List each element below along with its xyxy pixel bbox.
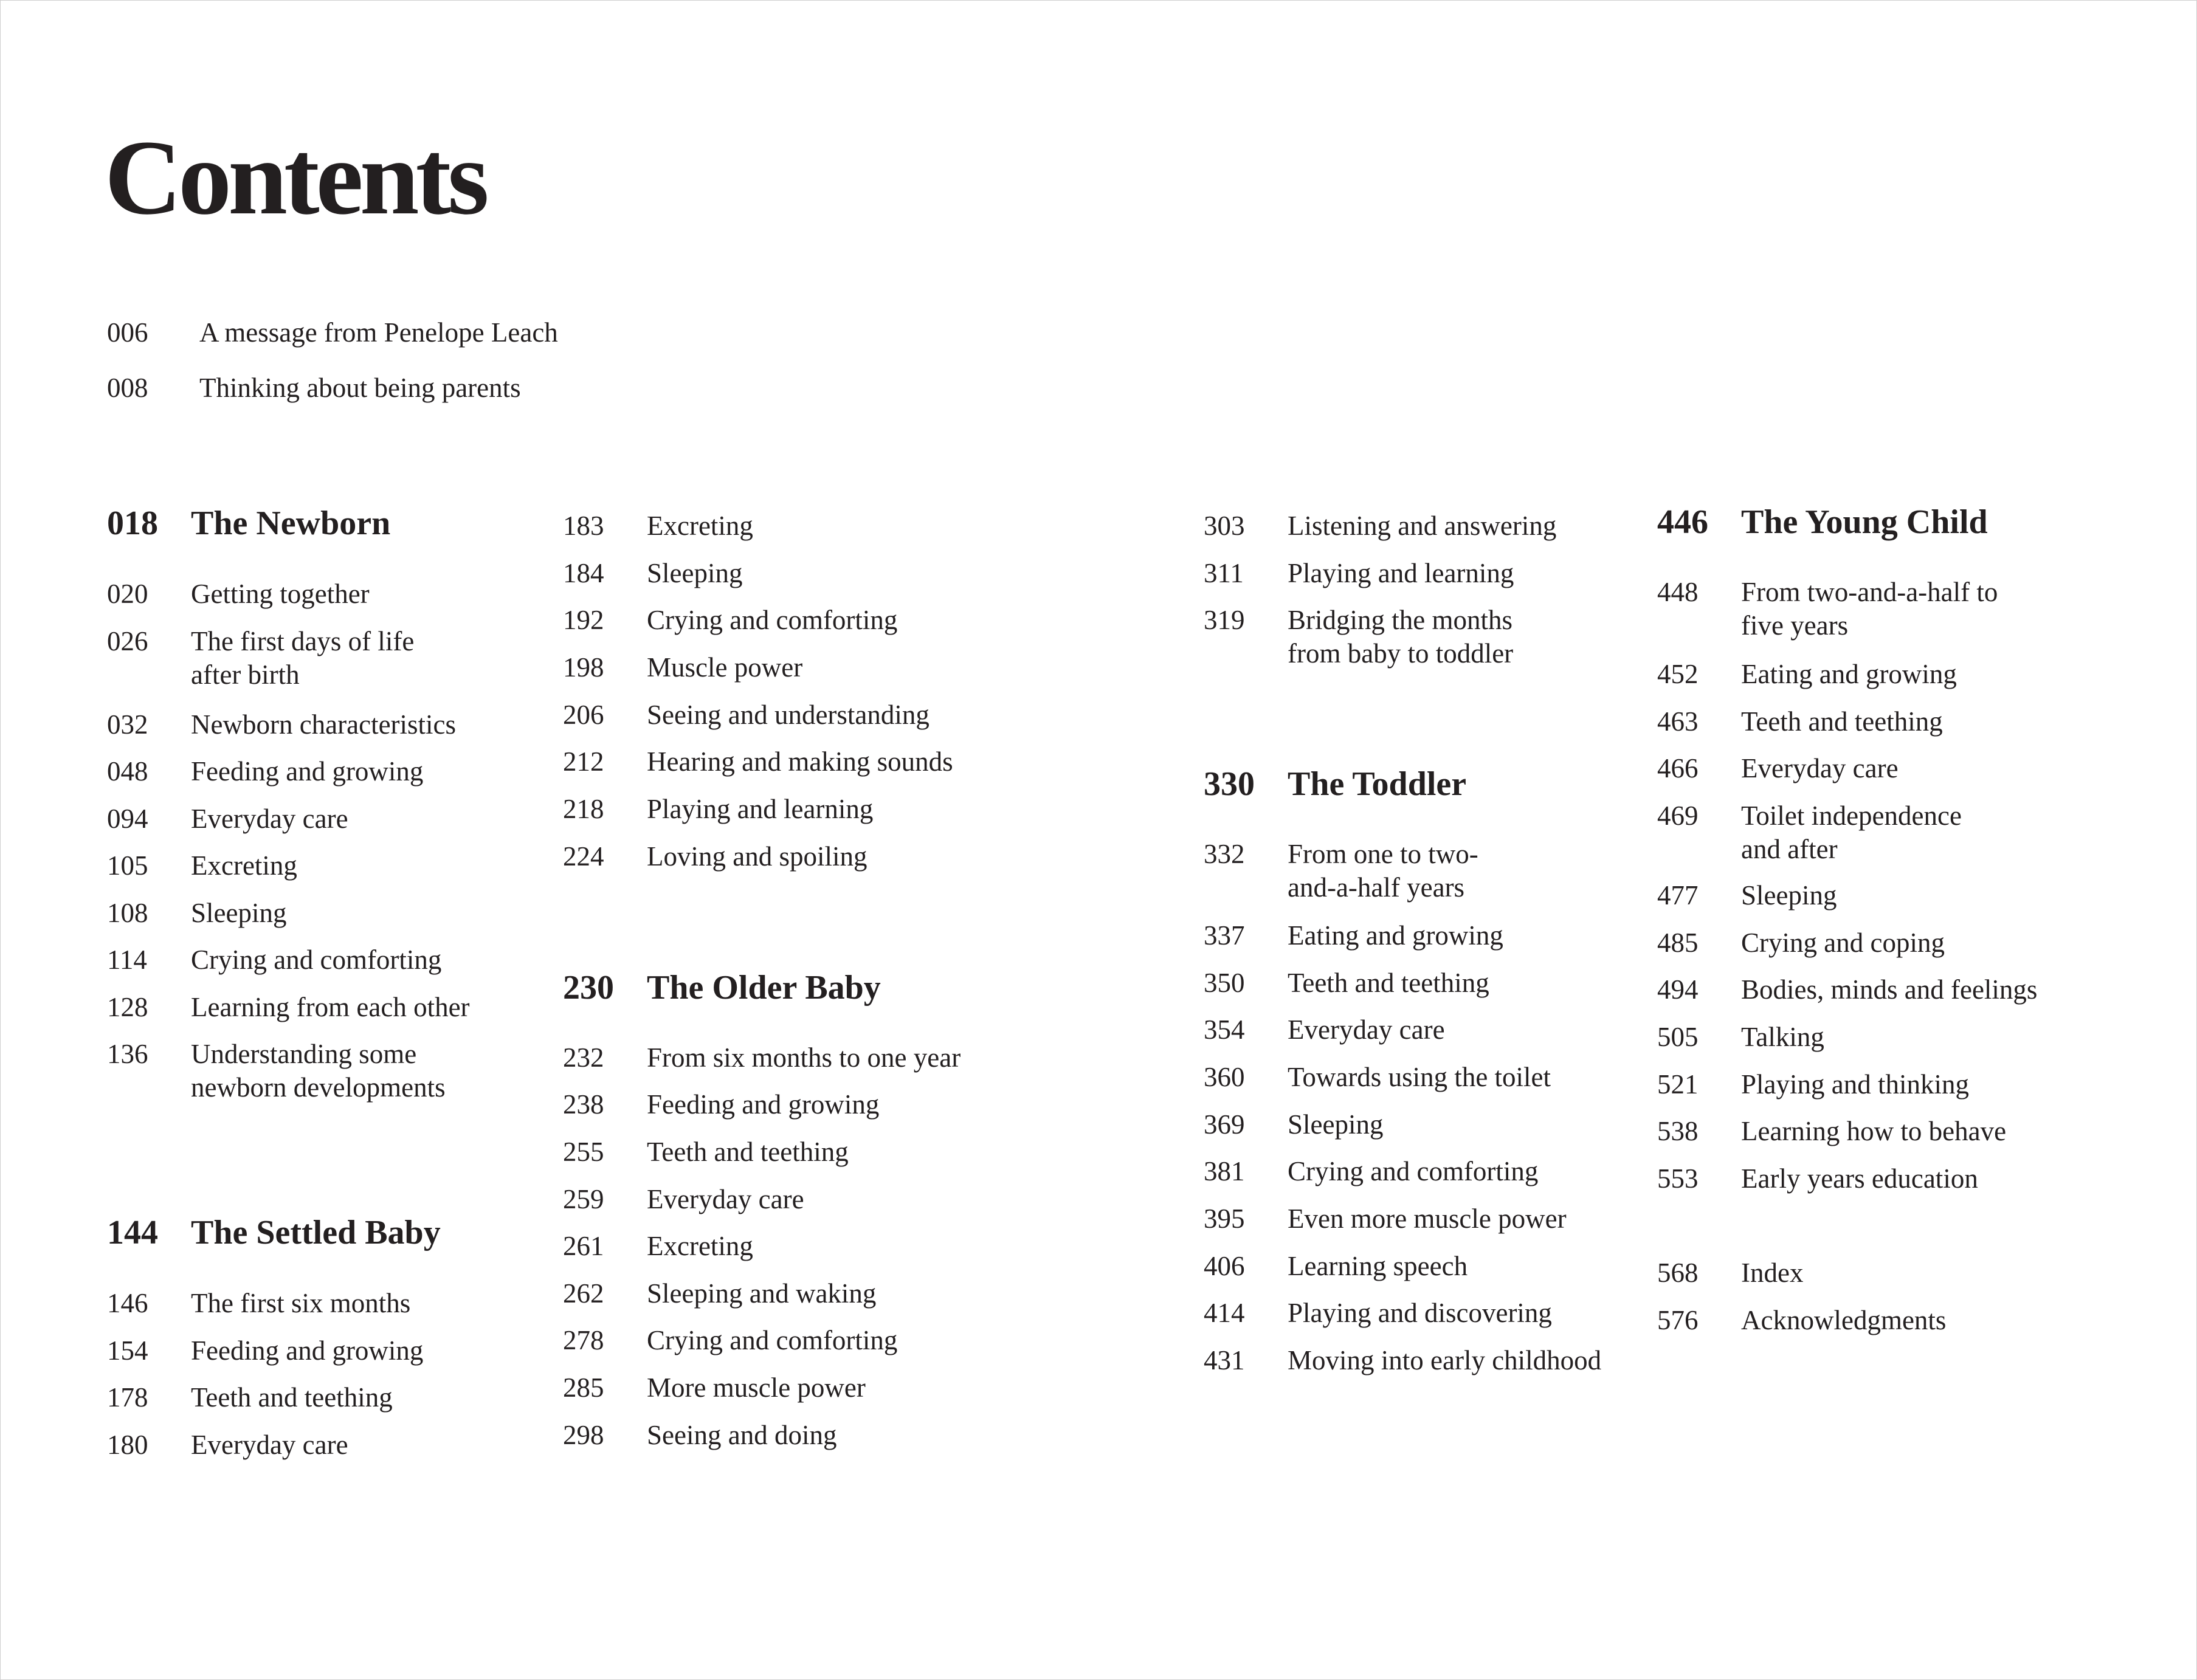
page-number: 008 (107, 373, 148, 403)
entry-title: Moving into early childhood (1288, 1345, 1602, 1375)
page-number: 006 (107, 317, 148, 348)
page-number: 463 (1657, 706, 1699, 737)
entry-title: Sleeping (1288, 1109, 1384, 1140)
page-number: 048 (107, 756, 148, 787)
entry-title: Everyday care (191, 804, 348, 834)
entry-title: Seeing and doing (647, 1420, 837, 1450)
entry-title: Crying and comforting (1288, 1156, 1539, 1186)
entry-title: Toilet independence (1741, 800, 1962, 831)
entry-title: Hearing and making sounds (647, 746, 953, 777)
page-number: 128 (107, 992, 148, 1022)
page-number: 255 (563, 1137, 604, 1167)
page-number: 332 (1204, 839, 1245, 869)
entry-title: The first six months (191, 1288, 411, 1318)
entry-title: Newborn characteristics (191, 709, 457, 740)
entry-title-continued: newborn developments (191, 1072, 446, 1103)
entry-title: Learning speech (1288, 1251, 1468, 1281)
entry-title: Thinking about being parents (199, 373, 521, 403)
page-number: 020 (107, 579, 148, 609)
page-number: 494 (1657, 974, 1699, 1005)
page-number: 505 (1657, 1022, 1699, 1052)
page-number: 232 (563, 1042, 604, 1073)
entry-title: Crying and comforting (191, 945, 442, 975)
page-title: Contents (105, 119, 486, 237)
page-number: 446 (1657, 503, 1708, 541)
page-number: 330 (1204, 765, 1255, 803)
entry-title: Teeth and teething (647, 1137, 849, 1167)
page-number: 485 (1657, 928, 1699, 958)
entry-title: Getting together (191, 579, 370, 609)
page-number: 144 (107, 1214, 158, 1251)
entry-title: Crying and comforting (647, 1325, 898, 1355)
page-number: 285 (563, 1372, 604, 1403)
entry-title: Early years education (1741, 1163, 1978, 1194)
page-number: 553 (1657, 1163, 1699, 1194)
page-number: 262 (563, 1278, 604, 1309)
page-number: 108 (107, 898, 148, 928)
page-number: 337 (1204, 920, 1245, 951)
entry-title: Eating and growing (1288, 920, 1503, 951)
entry-title: Excreting (647, 511, 753, 541)
entry-title: Seeing and understanding (647, 700, 930, 730)
page-number: 154 (107, 1335, 148, 1366)
entry-title: Everyday care (647, 1184, 804, 1214)
page-number: 452 (1657, 659, 1699, 689)
page-number: 431 (1204, 1345, 1245, 1375)
entry-title: Index (1741, 1258, 1804, 1288)
entry-title: Learning from each other (191, 992, 470, 1022)
page-number: 395 (1204, 1203, 1245, 1234)
page-number: 224 (563, 841, 604, 872)
page-number: 206 (563, 700, 604, 730)
page-number: 521 (1657, 1069, 1699, 1100)
page-number: 259 (563, 1184, 604, 1214)
page-number: 319 (1204, 605, 1245, 635)
entry-title: Sleeping (1741, 880, 1837, 911)
page-number: 114 (107, 945, 147, 975)
entry-title: From one to two- (1288, 839, 1478, 869)
page-number: 278 (563, 1325, 604, 1355)
entry-title: Muscle power (647, 652, 803, 683)
page-number: 538 (1657, 1116, 1699, 1146)
entry-title: Excreting (647, 1231, 753, 1261)
entry-title: Feeding and growing (647, 1089, 880, 1120)
page-number: 018 (107, 504, 158, 542)
entry-title-continued: and-a-half years (1288, 872, 1465, 903)
entry-title: Teeth and teething (1288, 968, 1489, 998)
entry-title: Excreting (191, 850, 297, 881)
section-title: The Older Baby (647, 969, 881, 1007)
page-number: 448 (1657, 577, 1699, 607)
entry-title: Talking (1741, 1022, 1824, 1052)
page-number: 414 (1204, 1298, 1245, 1328)
page-number: 230 (563, 969, 614, 1007)
entry-title: Bodies, minds and feelings (1741, 974, 2038, 1005)
page-number: 303 (1204, 511, 1245, 541)
entry-title: Loving and spoiling (647, 841, 867, 872)
entry-title-continued: and after (1741, 834, 1838, 864)
entry-title: Everyday care (191, 1430, 348, 1460)
page-number: 212 (563, 746, 604, 777)
page-number: 032 (107, 709, 148, 740)
entry-title: From six months to one year (647, 1042, 961, 1073)
page-number: 105 (107, 850, 148, 881)
entry-title: Sleeping (191, 898, 287, 928)
entry-title: Learning how to behave (1741, 1116, 2007, 1146)
entry-title: Everyday care (1288, 1014, 1445, 1045)
entry-title: Crying and coping (1741, 928, 1945, 958)
entry-title: Eating and growing (1741, 659, 1957, 689)
entry-title: Playing and thinking (1741, 1069, 1969, 1100)
page-number: 218 (563, 794, 604, 824)
page-number: 198 (563, 652, 604, 683)
entry-title: Towards using the toilet (1288, 1062, 1551, 1092)
entry-title: More muscle power (647, 1372, 866, 1403)
entry-title: From two-and-a-half to (1741, 577, 1998, 607)
page-number: 136 (107, 1039, 148, 1069)
page-number: 477 (1657, 880, 1699, 911)
page-number: 576 (1657, 1305, 1699, 1335)
page-number: 466 (1657, 753, 1699, 783)
page-number: 360 (1204, 1062, 1245, 1092)
entry-title: Teeth and teething (1741, 706, 1943, 737)
entry-title: Playing and discovering (1288, 1298, 1552, 1328)
page-number: 350 (1204, 968, 1245, 998)
entry-title-continued: from baby to toddler (1288, 638, 1514, 669)
entry-title: Understanding some (191, 1039, 417, 1069)
page-number: 238 (563, 1089, 604, 1120)
page-number: 354 (1204, 1014, 1245, 1045)
section-title: The Young Child (1741, 503, 1988, 541)
page-number: 184 (563, 558, 604, 588)
page-number: 094 (107, 804, 148, 834)
entry-title: Playing and learning (647, 794, 874, 824)
page-number: 406 (1204, 1251, 1245, 1281)
page-number: 469 (1657, 800, 1699, 831)
entry-title: Playing and learning (1288, 558, 1514, 588)
entry-title: Listening and answering (1288, 511, 1557, 541)
entry-title: Acknowledgments (1741, 1305, 1947, 1335)
page-number: 026 (107, 626, 148, 656)
page-number: 183 (563, 511, 604, 541)
entry-title: Sleeping and waking (647, 1278, 877, 1309)
page-number: 298 (563, 1420, 604, 1450)
entry-title: Everyday care (1741, 753, 1899, 783)
section-title: The Settled Baby (191, 1214, 441, 1251)
page-number: 178 (107, 1382, 148, 1413)
entry-title: Sleeping (647, 558, 743, 588)
page-number: 180 (107, 1430, 148, 1460)
entry-title: Even more muscle power (1288, 1203, 1567, 1234)
page-number: 311 (1204, 558, 1244, 588)
page-number: 192 (563, 605, 604, 635)
page-number: 146 (107, 1288, 148, 1318)
page-number: 381 (1204, 1156, 1245, 1186)
entry-title: Feeding and growing (191, 1335, 424, 1366)
entry-title: Feeding and growing (191, 756, 424, 787)
entry-title-continued: five years (1741, 610, 1849, 641)
entry-title: Bridging the months (1288, 605, 1512, 635)
entry-title: The first days of life (191, 626, 415, 656)
entry-title: Teeth and teething (191, 1382, 393, 1413)
section-title: The Newborn (191, 504, 391, 542)
page-number: 261 (563, 1231, 604, 1261)
entry-title: Crying and comforting (647, 605, 898, 635)
section-title: The Toddler (1288, 765, 1467, 803)
page-number: 369 (1204, 1109, 1245, 1140)
entry-title-continued: after birth (191, 659, 300, 690)
entry-title: A message from Penelope Leach (199, 317, 558, 348)
page-number: 568 (1657, 1258, 1699, 1288)
